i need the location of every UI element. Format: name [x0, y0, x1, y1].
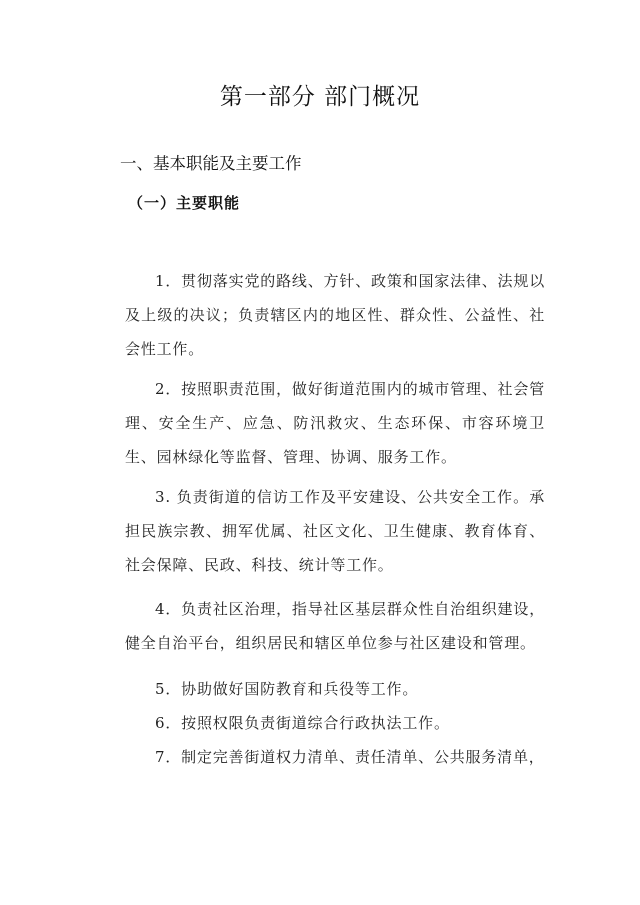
paragraph-text: 6．按照权限负责街道综合行政执法工作。	[155, 714, 450, 732]
subsection-heading: （一）主要职能	[128, 194, 241, 212]
paragraph-text: 3. 负责街道的信访工作及平安建设、公共安全工作。承担民族宗教、拥军优属、社区文化、卫生健康、教育体育、社会保障、民政、科技、统计等工作。	[125, 488, 545, 574]
paragraph-6	[125, 706, 545, 740]
paragraph-text: 1．贯彻落实党的路线、方针、政策和国家法律、法规以及上级的决议；负责辖区内的地区性、群众性、公益性、社会性工作。	[125, 272, 545, 358]
page-title: 第一部分 部门概况	[219, 84, 421, 110]
paragraph-7	[125, 740, 545, 774]
paragraph-text: 4．负责社区治理，指导社区基层群众性自治组织建设，健全自治平台，组织居民和辖区单位参与社区建设和管理。	[125, 600, 545, 652]
paragraph-text: 7．制定完善街道权力清单、责任清单、公共服务清单，	[155, 748, 545, 766]
paragraph-2	[125, 372, 545, 474]
paragraph-1	[125, 264, 545, 366]
paragraph-5	[125, 672, 545, 706]
paragraph-4	[125, 592, 545, 660]
section-heading: 一、基本职能及主要工作	[120, 154, 302, 173]
paragraph-text: 5．协助做好国防教育和兵役等工作。	[155, 680, 419, 698]
paragraph-text: 2．按照职责范围，做好街道范围内的城市管理、社会管理、安全生产、应急、防汛救灾、生态环保、市容环境卫生、园林绿化等监督、管理、协调、服务工作。	[125, 380, 545, 466]
paragraph-3	[125, 480, 545, 582]
